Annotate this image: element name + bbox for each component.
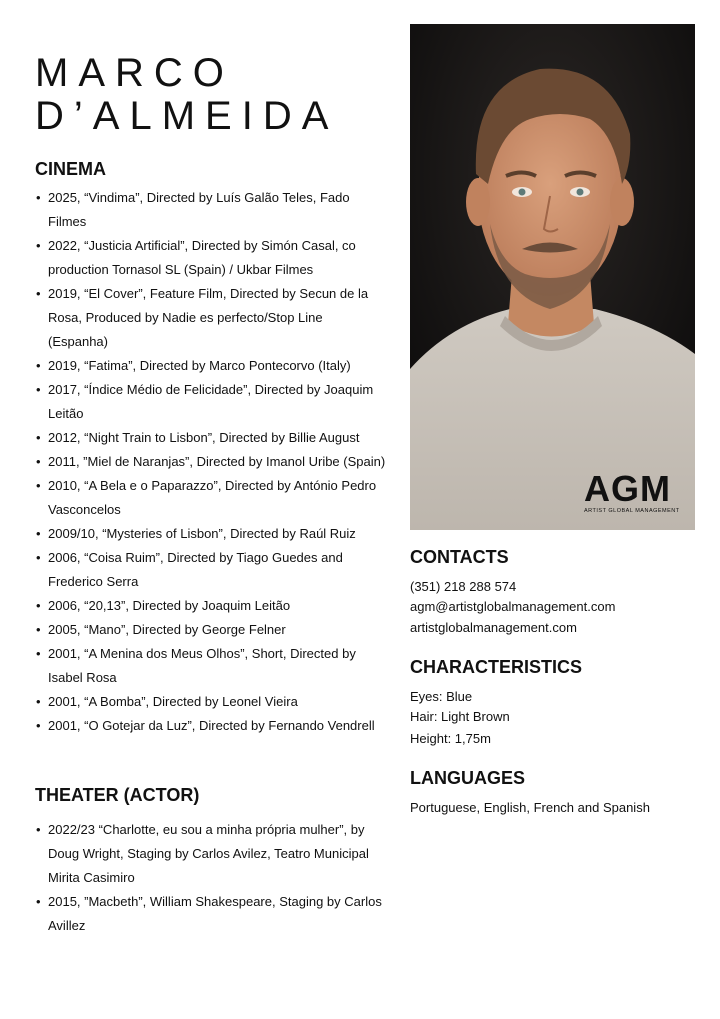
list-item: • 2005, “Mano”, Directed by George Felner xyxy=(36,618,386,642)
list-item: • 2001, “A Menina dos Meus Olhos”, Short, Directed by Isabel Rosa xyxy=(36,642,386,690)
cinema-list xyxy=(36,186,386,738)
list-item: • 2012, “Night Train to Lisbon”, Directed by Billie August xyxy=(36,426,386,450)
name-first: MARCO xyxy=(35,51,234,95)
list-item: • 2019, “Fatima”, Directed by Marco Pontecorvo (Italy) xyxy=(36,354,386,378)
list-item: • 2001, “A Bomba”, Directed by Leonel Vieira xyxy=(36,690,386,714)
list-item: • 2006, “Coisa Ruim”, Directed by Tiago Guedes and Frederico Serra xyxy=(36,546,386,594)
languages-heading: LANGUAGES xyxy=(410,768,526,788)
list-item: • 2010, “A Bela e o Paparazzo”, Directed by António Pedro Vasconcelos xyxy=(36,474,386,522)
agm-logo xyxy=(584,470,684,520)
list-item: • 2009/10, “Mysteries of Lisbon”, Directed by Raúl Ruiz xyxy=(36,522,386,546)
contact-email[interactable]: agm@artistglobalmanagement.com xyxy=(410,599,616,614)
list-item: • 2019, “El Cover”, Feature Film, Directed by Secun de la Rosa, Produced by Nadie es perfecto/Stop Line (Espanha) xyxy=(36,282,386,354)
theater-heading: THEATER (ACTOR) xyxy=(35,785,200,805)
characteristic-height: Height: 1,75m xyxy=(410,731,491,746)
cinema-heading: CINEMA xyxy=(35,159,106,179)
languages-text: Portuguese, English, French and Spanish xyxy=(410,800,650,815)
characteristics-heading: CHARACTERISTICS xyxy=(410,657,583,677)
headshot-photo xyxy=(410,24,695,530)
list-item: • 2022/23 “Charlotte, eu sou a minha própria mulher”, by Doug Wright, Staging by Carlos Avilez, Teatro Municipal Mirita Casimiro xyxy=(36,818,386,890)
logo-subtitle: ARTIST GLOBAL MANAGEMENT xyxy=(584,508,680,514)
list-item: • 2006, “20,13”, Directed by Joaquim Leitão xyxy=(36,594,386,618)
list-item: • 2017, “Índice Médio de Felicidade”, Directed by Joaquim Leitão xyxy=(36,378,386,426)
page-title xyxy=(35,52,338,138)
characteristic-eyes: Eyes: Blue xyxy=(410,689,473,704)
contacts-heading: CONTACTS xyxy=(410,547,509,567)
list-item: • 2025, “Vindima”, Directed by Luís Galão Teles, Fado Filmes xyxy=(36,186,386,234)
theater-list xyxy=(36,818,386,938)
list-item: • 2022, “Justicia Artificial”, Directed by Simón Casal, co production Tornasol SL (Spain) / Ukbar Filmes xyxy=(36,234,386,282)
portrait-illustration xyxy=(410,24,695,530)
list-item: • 2011, ”Miel de Naranjas”, Directed by Imanol Uribe (Spain) xyxy=(36,450,386,474)
contact-website[interactable]: artistglobalmanagement.com xyxy=(410,620,577,635)
name-last: D’ALMEIDA xyxy=(35,94,339,138)
list-item: • 2001, “O Gotejar da Luz”, Directed by Fernando Vendrell xyxy=(36,714,386,738)
logo-text: AGM xyxy=(584,468,671,509)
list-item: • 2015, ”Macbeth”, William Shakespeare, Staging by Carlos Avillez xyxy=(36,890,386,938)
characteristic-hair: Hair: Light Brown xyxy=(410,709,510,724)
contact-phone: (351) 218 288 574 xyxy=(410,579,517,594)
